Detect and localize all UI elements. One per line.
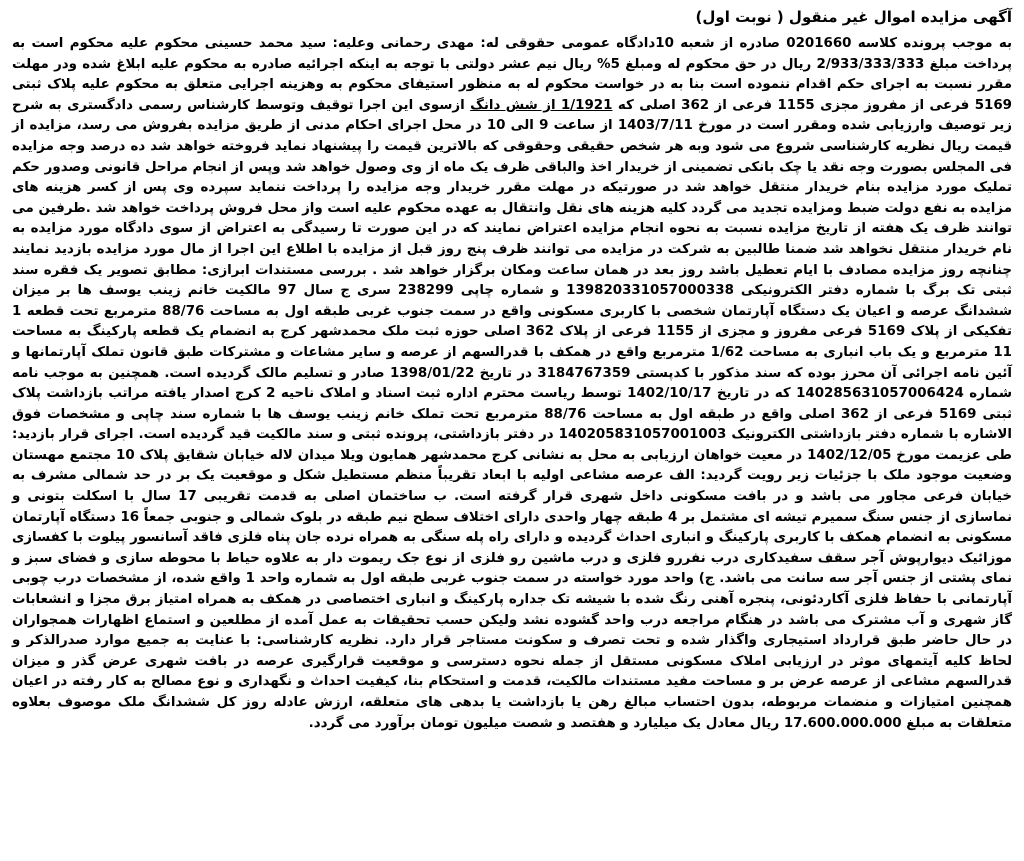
notice-title: آگهی مزایده اموال غیر منقول ( نوبت اول) bbox=[695, 8, 1012, 26]
notice-paragraph: ازسوی این اجرا توقیف وتوسط کارشناس رسمی دادگستری به شرح زیر توصیف وارزیابی شده ومقرر است در مورخ 1403/7/11 از ساعت 9 الی 10 در محل اجرای احکام مدنی از طریق مزایده بفروش می رسد، مزایده از قیمت ریال نظریه کارشناسی شروع می شود وبه هر شخص حقیقی وحقوقی که بالاترین قیمت را پیشنهاد نماید فروخته خواهد شد ده درصد وجه مزایده فی المجلس بصورت وجه نقد یا چک بانکی تضمینی از خریدار اخذ والباقی ظرف یک ماه از وی وصول خواهد شد وپس از انجام مراحل قانونی وصدور حکم تملیک مورد مزایده بنام خریدار منتقل خواهد شد در صورتیکه در مهلت مقرر خریدار وجه مزایده را پرداخت ننماید سپرده وی پس از کسر هزینه های مزایده به نفع دولت ضبط ومزایده تجدید می گردد کلیه هزینه های نقل وانتقال به عهده محکوم علیه است واز محل فروش پرداخت خواهد شد .طرفین می توانند ظرف یک هفته از تاریخ مزایده نسبت به نحوه انجام مزایده اعتراض نمایند که در این صورت تا رسیدگی به اعتراض از سوی دادگاه مورد مزایده به نام خریدار منتقل نخواهد شد ضمنا طالبین به شرکت در مزایده می توانند ظرف پنج روز قبل از مزایده با اطلاع این اجرا از مال مورد مزایده بازدید نمایند چنانچه روز مزایده مصادف با ایام تعطیل باشد روز بعد در همان ساعت ومکان برگزار خواهد شد . بررسی مستندات ابرازی: مطابق تصویر یک فقره سند ثبتی تک برگ با شماره دفتر الکترونیکی 139820331057000338 و شماره چاپی 238299 سری ج سال 97 مالکیت خانم زینب یوسف ها بر میزان ششدانگ عرصه و اعیان یک دستگاه آپارتمان شخصی با کاربری مسکونی واقع در سمت جنوب غربی طبقه اول به مساحت 88/76 مترمربع تحت قطعه 1 تفکیکی از پلاک 5169 فرعی مفروز و مجزی از 1155 فرعی از پلاک 362 اصلی حوزه ثبت ملک محمدشهر کرج به انضمام یک قطعه پارکینگ به مساحت 11 مترمربع و یک باب انباری به مساحت 1/62 مترمربع واقع در همکف با قدرالسهم از عرصه و سایر مشاعات و مشترکات طبق قانون تملک آپارتمانها و آئین نامه اجرائی آن محرز بوده که سند مذکور با کدپستی 3184767359 در تاریخ 1398/01/22 صادر و تسلیم مالک گردیده است. همچنین به موجب نامه شماره 140285631057006424 که در تاریخ 1402/10/17 توسط ریاست محترم اداره ثبت اسناد و املاک ناحیه 2 کرج اصدار یافته مراتب بازداشت پلاک ثبتی 5169 فرعی از 362 اصلی واقع در طبقه اول به مساحت 88/76 مترمربع تحت تملک خانم زینب یوسف ها با شماره سند چاپی و مشخصات فوق الاشاره با شماره دفتر بازداشتی الکترونیک 140205831057001003 در دفتر بازداشتی، پرونده ثبتی و سند مالکیت قید گردیده است. اجرای قرار بازدید: طی عزیمت مورخ 1402/12/05 در معیت خواهان ارزیابی به محل به نشانی کرج محمدشهر همایون ویلا میدان لاله خیابان شقایق پلاک 10 مجتمع مهستان وضعیت موجود ملک با جزئیات زیر رویت گردید: الف عرصه مشاعی اولیه با ابعاد تقریباً منظم مستطیل شکل و موقعیت یک بر در حد شمالی مشرف به خیابان فرعی مجاور می باشد و در بافت مسکونی داخل شهری قرار گرفته است. ب ساختمان اصلی به قدمت تقریبی 17 سال با اسکلت بتونی و نماسازی از جنس سنگ سمیرم تیشه ای مشتمل بر 4 طبقه چهار واحدی دارای اختلاف سطح نیم طبقه در بلوک شمالی و جنوبی جمعاً 16 دستگاه آپارتمان مسکونی به انضمام همکف با کاربری پارکینگ و انباری احداث گردیده و دارای راه پله سنگی به همراه نرده جان پناه فلزی فاقد آسانسور پیلوت با کفسازی موزائیک دیوارپوش آجر سقف سفیدکاری درب نفررو فلزی و درب ماشین رو فلزی از نوع جک ریموت دار به علاوه حیاط با محوطه سازی و فضای سبز و نمای پشتی از جنس آجر سه سانت می باشد. ج) واحد مورد خواسته در سمت جنوب غربی طبقه اول به شماره واحد 1 واقع شده، از مشخصات درب چوبی آپارتمانی با حفاظ فلزی آکاردئونی، پنجره آهنی رنگ شده با شیشه تک جداره پارکینگ و انباری اختصاصی در همکف به همراه امتیاز برق مجزا و انشعابات گاز شهری و آب مشترک می باشد در هنگام مراجعه درب واحد گشوده نشد ولیکن حسب تحقیقات به عمل آمده از مطلعین و استماع اظهارات همجواران در حال حاضر طبق قرارداد استیجاری واگذار شده و تحت تصرف و سکونت مستاجر قرار دارد. نظریه کارشناسی: با عنایت به جمیع موارد صدرالذکر و لحاظ کلیه آیتمهای موثر در ارزیابی املاک مسکونی مستقل از جمله نحوه دسترسی و موقعیت قرارگیری عرصه در بافت شهری عرض گذر و میزان قدرالسهم مشاعی از عرصه عرض بر و مساحت مفید مستندات مالکیت، قدمت و استحکام بنا، کیفیت احداث و نگهداری و نوع مصالح به کار رفته در اعیان همچنین امتیازات و منضمات مربوطه، بدون احتساب مبالغ رهن یا بازداشت یا بدهی های متعلقه، ارزش عادله روز کل ششدانگ ملک موصوف بعلاوه متعلقات به مبلغ 17.600.000.000 ریال معادل یک میلیارد و هفتصد و شصت میلیون تومان برآورد می گردد. bbox=[12, 97, 1013, 731]
notice-paragraph: به موجب پرونده کلاسه 0201660 صادره از شعبه 10دادگاه عمومی حقوقی له: مهدی رحمانی وعلیه: سید محمد حسینی محکوم علیه محکوم است به پرداخت مبلغ 2/933/333/333 ریال در حق محکوم له ومبلغ 5% ریال نیم عشر دولتی با توجه به اینکه اجرائیه صادره به محکوم علیه ابلاغ شده ودر مهلت مقرر نسبت به اجرای حکم اقدام ننموده است بنا به در خواست محکوم له به منظور استیفای محکوم به وهزینه اجرایی متعلق به محکوم علیه پلاک ثبتی 5169 فرعی از مفروز مجزی 1155 فرعی از 362 اصلی که bbox=[12, 36, 1013, 113]
share-fraction-underlined: 1/1921 از شش دانگ bbox=[470, 97, 613, 113]
notice-body bbox=[12, 34, 1012, 734]
